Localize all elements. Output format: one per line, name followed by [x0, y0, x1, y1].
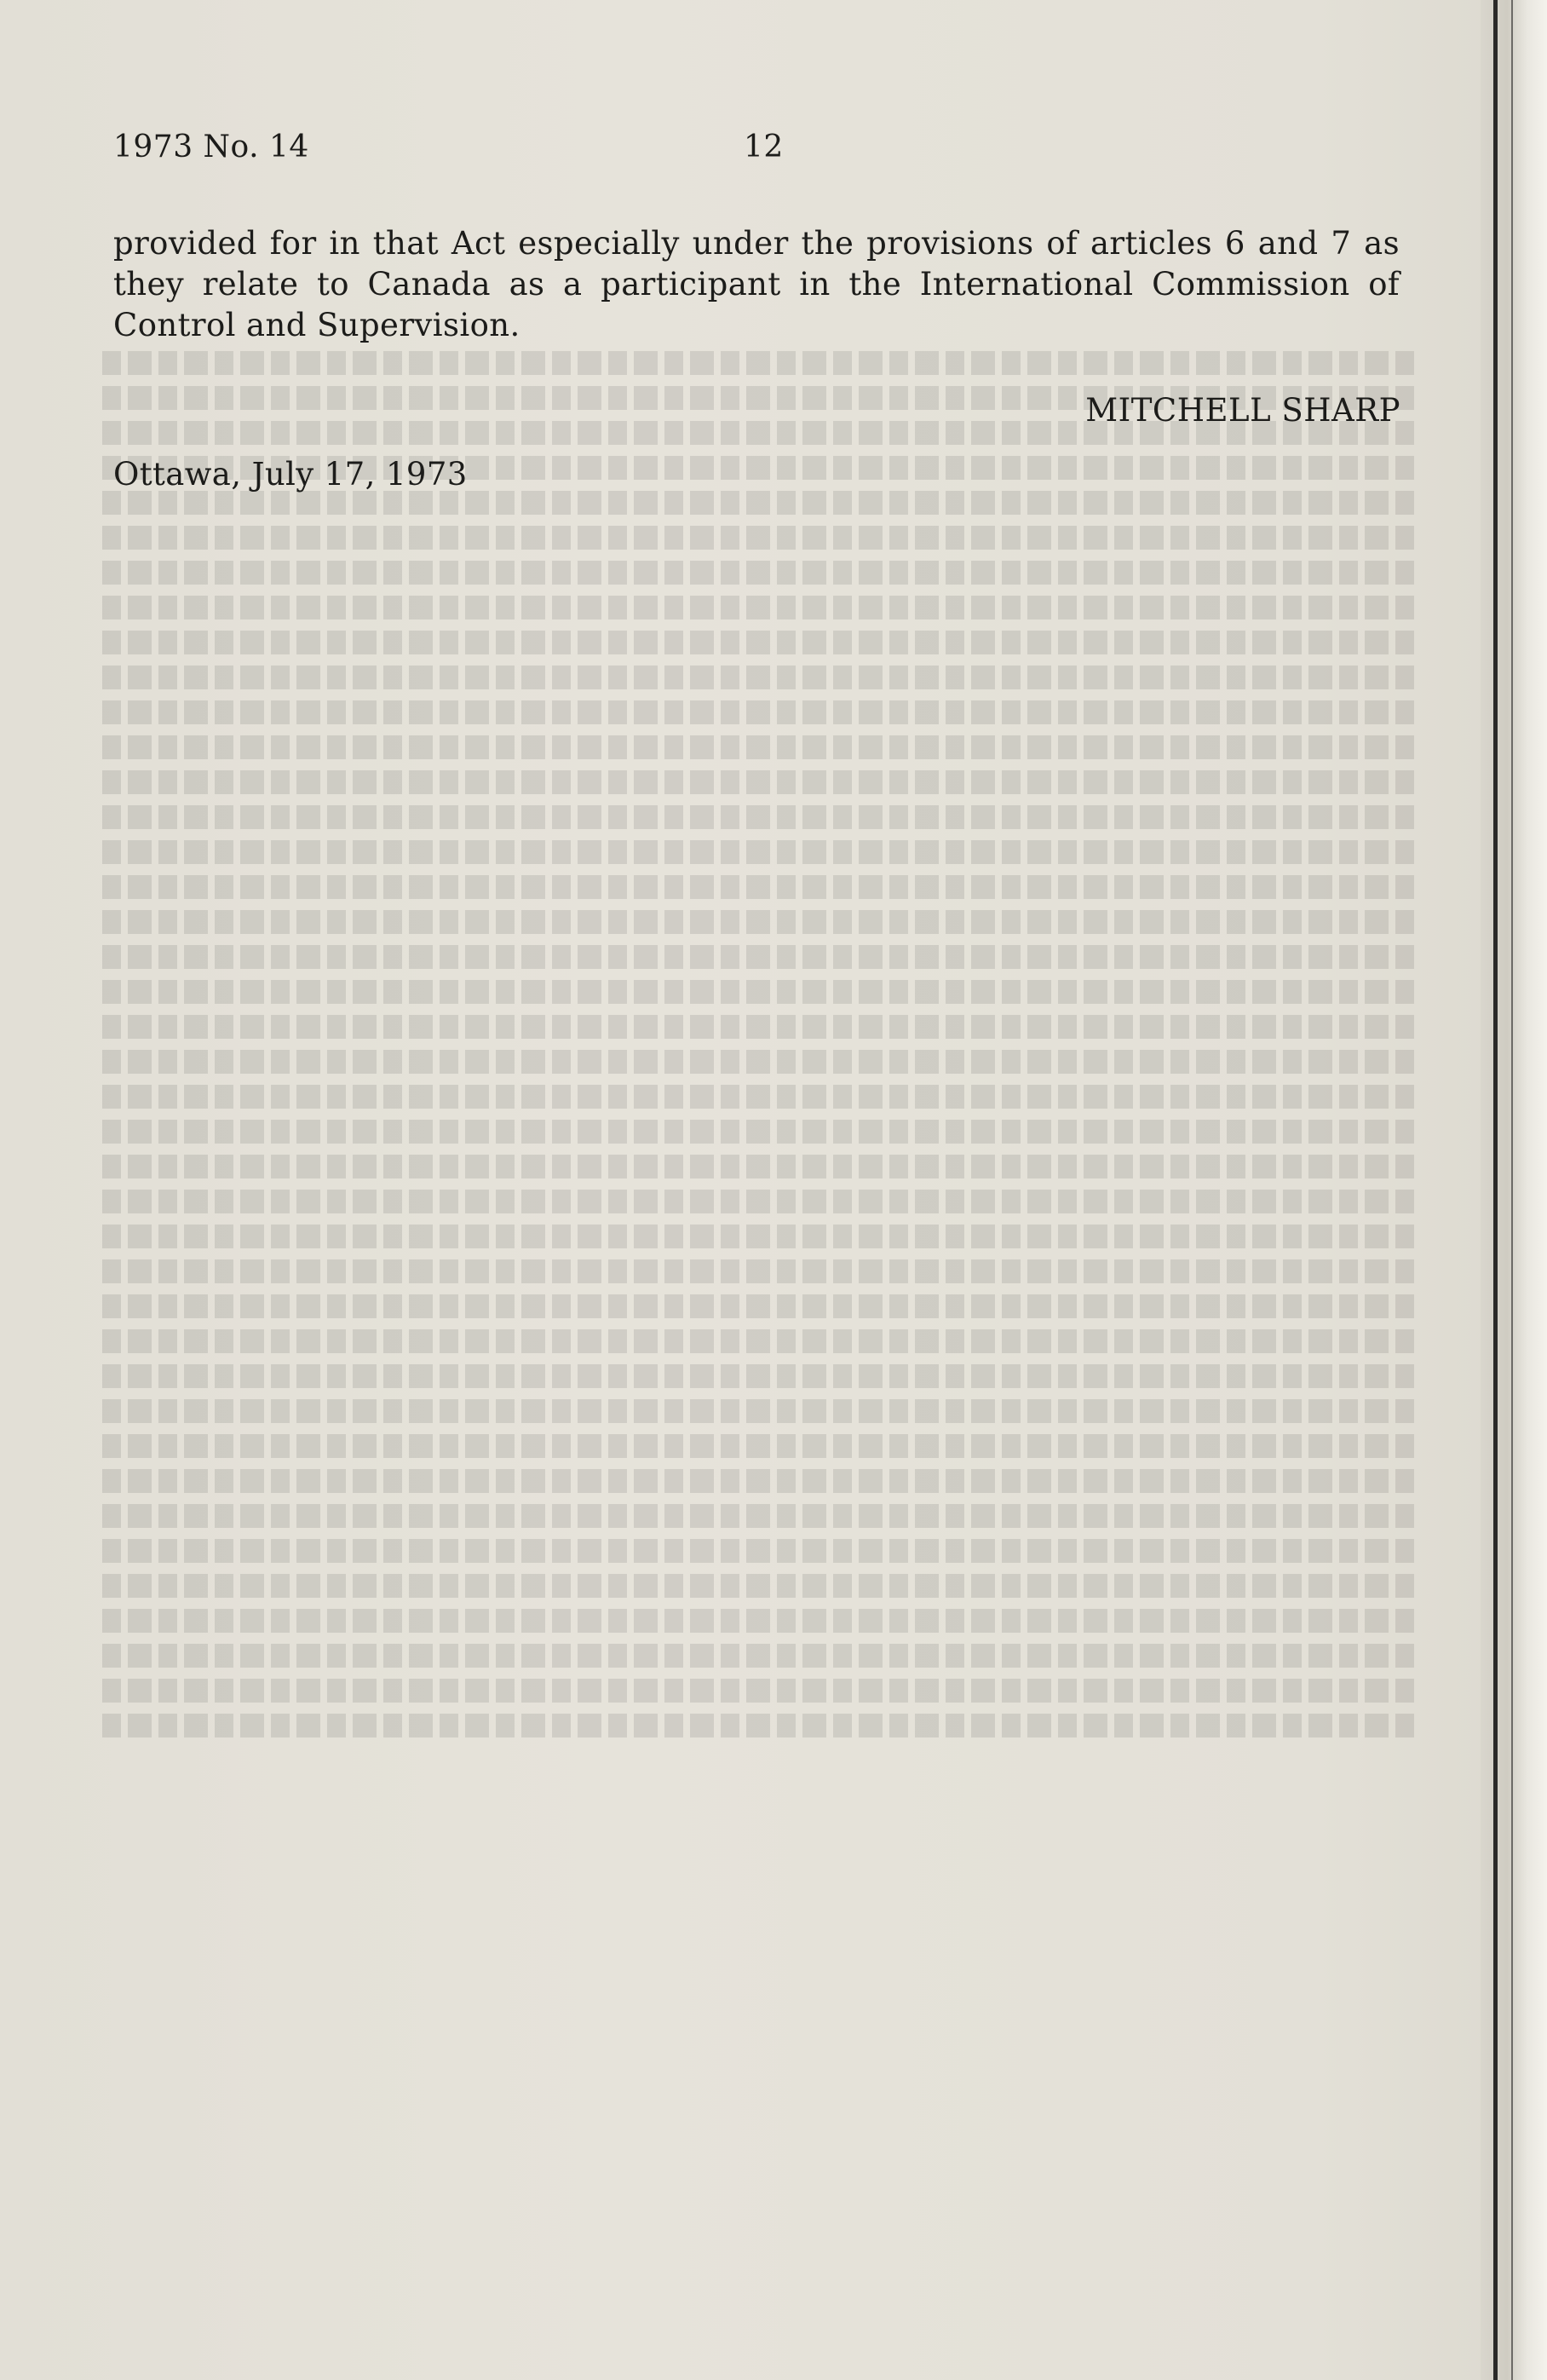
reverse-page-show-through — [102, 341, 1414, 2284]
body-paragraph — [113, 223, 1400, 346]
page-number: 12 — [744, 130, 784, 164]
binding-thin-line — [1511, 0, 1513, 2380]
issue-number: 1973 No. 14 — [113, 130, 309, 164]
binding-edge — [1481, 0, 1547, 2380]
body-line: Control and Supervision. — [113, 307, 520, 343]
binding-shadow-line — [1493, 0, 1498, 2380]
signature: MITCHELL SHARP — [1085, 392, 1400, 429]
body-line: provided for in that Act especially under the provisions of articles 6 and 7 as — [113, 225, 1400, 262]
body-line: they relate to Canada as a participant in the International Commission of — [113, 266, 1400, 303]
place-and-date: Ottawa, July 17, 1973 — [113, 456, 468, 493]
